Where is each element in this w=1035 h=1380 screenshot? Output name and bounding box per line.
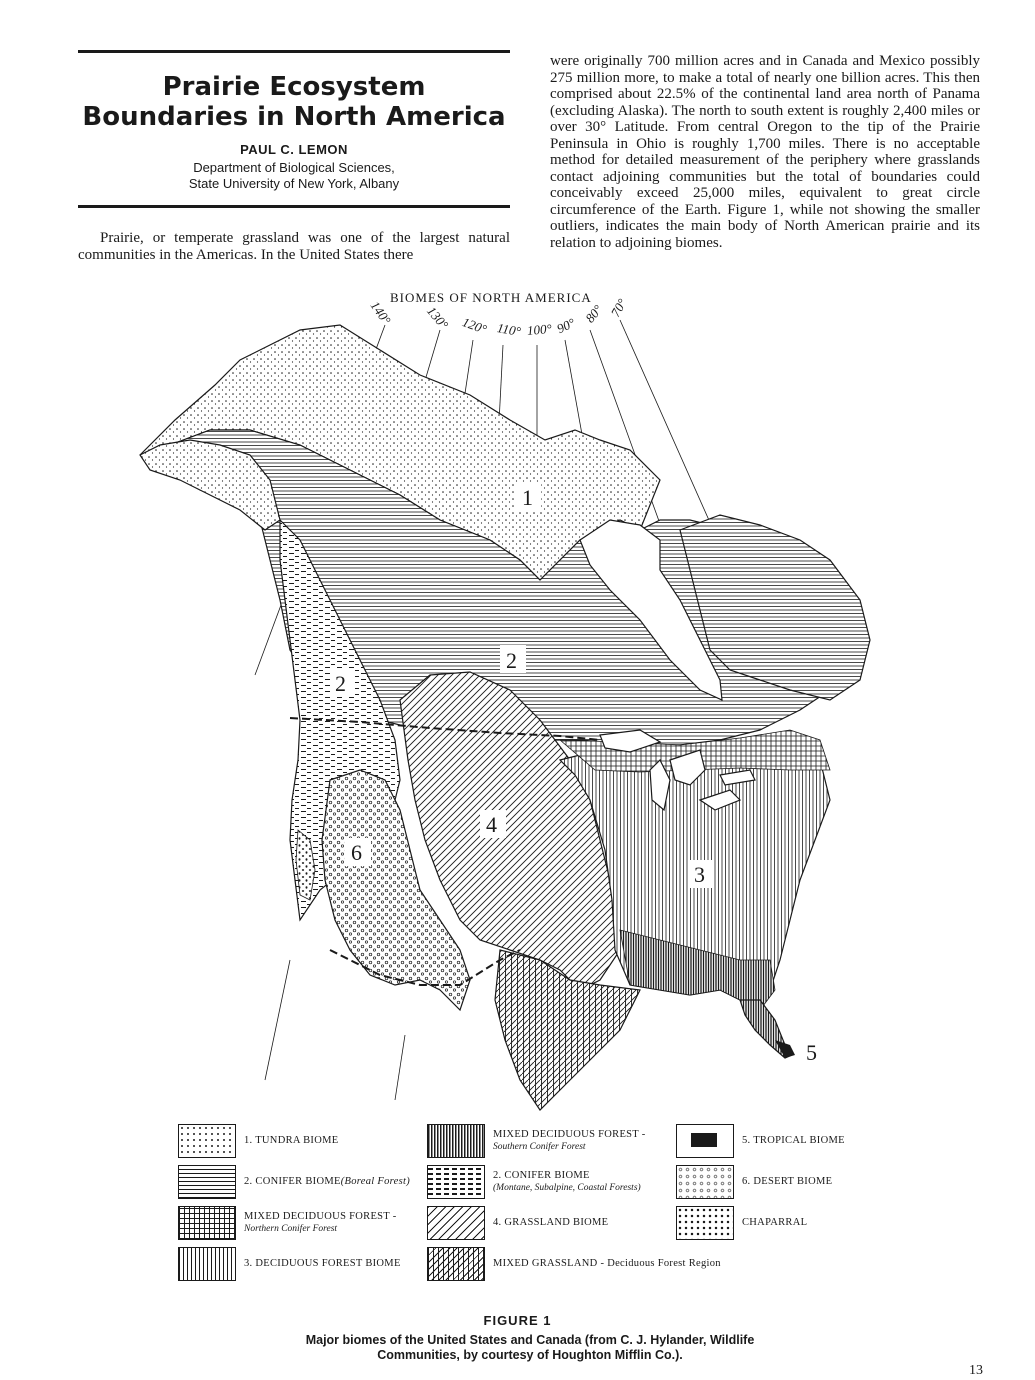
region-number: 2 [506,648,517,673]
author-name: PAUL C. LEMON [240,142,348,157]
legend-item [178,1165,410,1199]
affiliation-line-1: Department of Biological Sciences, [193,160,395,175]
region-number: 3 [694,862,705,887]
legend-swatch [676,1206,734,1240]
legend-swatch [178,1206,236,1240]
body-right-column: were originally 700 million acres and in Canada and Mexico possibly 275 million more, to make a total of nearly one billion acres. This then comprised about 22.5% of the continental land area north of Panama (excluding Alaska). The north to south extent is roughly 2,400 miles or over 30° Latitude. From central Oregon to the tip of the Prairie Peninsula in Ohio is roughly 1,700 miles. There is no acceptable method for detailed measurement of the periphery where grasslands contact adjoining communities but the total of boundaries could conceivably exceed 25,000 miles, equivalent to great circle circumference of the Earth. Figure 1, while not showing the smaller outliers, indicates the main body of North American prairie and its relation to adjoining biomes. [550,53,980,251]
legend-swatch [427,1247,485,1281]
longitude-label: 70° [607,296,630,320]
legend-item [427,1124,646,1158]
legend-label: 2. CONIFER BIOME (Montane, Subalpine, Coastal Forests) [493,1170,641,1193]
legend-label: 6. DESERT BIOME [742,1176,833,1187]
legend-swatch [427,1165,485,1199]
longitude-label: 110° [495,320,522,339]
body-left-column: Prairie, or temperate grassland was one of the largest natural communities in the Americas. In the United States there [78,230,510,263]
legend-item [676,1165,832,1199]
legend-item [427,1165,641,1199]
legend-label: MIXED GRASSLAND - Deciduous Forest Region [493,1258,721,1269]
figure-label: FIGURE 1 [483,1313,552,1328]
title-line-1: Prairie Ecosystem [162,72,426,102]
title-line-2: Boundaries in North America [82,102,506,132]
longitude-label: 140° [367,298,394,328]
legend-swatch [427,1206,485,1240]
longitude-label: 120° [460,314,489,337]
legend-label: 5. TROPICAL BIOME [742,1135,845,1146]
legend-item [427,1247,721,1281]
legend-swatch [178,1165,236,1199]
page-number: 13 [969,1363,983,1378]
legend-item [676,1124,845,1158]
legend-swatch [178,1247,236,1281]
region-number: 6 [351,840,362,865]
legend-label: MIXED DECIDUOUS FOREST - Northern Conifer Forest [244,1211,397,1234]
legend-label: CHAPARRAL [742,1217,808,1228]
region-number: 1 [522,485,533,510]
longitude-label: 90° [554,314,578,337]
figure-caption: Major biomes of the United States and Canada (from C. J. Hylander, Wildlife Communities, by courtesy of Houghton Mifflin Co.). [305,1333,755,1362]
legend-label: 2. CONIFER BIOME(Boreal Forest) [244,1176,411,1187]
affiliation-line-2: State University of New York, Albany [188,176,400,191]
legend-item [178,1206,397,1240]
legend-label: 4. GRASSLAND BIOME [493,1217,609,1228]
legend-item [427,1206,608,1240]
region-number: 5 [806,1040,817,1065]
legend-swatch [676,1165,734,1199]
map-title: BIOMES OF NORTH AMERICA [390,290,592,305]
region-number: 2 [335,671,346,696]
legend-swatch [178,1124,236,1158]
legend-swatch-fill [691,1133,717,1147]
legend-item [178,1124,338,1158]
legend-item [178,1247,401,1281]
longitude-label: 100° [526,320,553,339]
longitude-label: 130° [424,303,452,332]
region-number: 4 [486,812,497,837]
legend-label: 1. TUNDRA BIOME [244,1135,339,1146]
longitude-label: 80° [582,301,606,326]
legend-label: 3. DECIDUOUS FOREST BIOME [244,1258,401,1269]
legend-label: MIXED DECIDUOUS FOREST - Southern Conifer Forest [493,1129,646,1152]
legend-swatch [427,1124,485,1158]
legend-swatch [676,1124,734,1158]
legend-item [676,1206,807,1240]
